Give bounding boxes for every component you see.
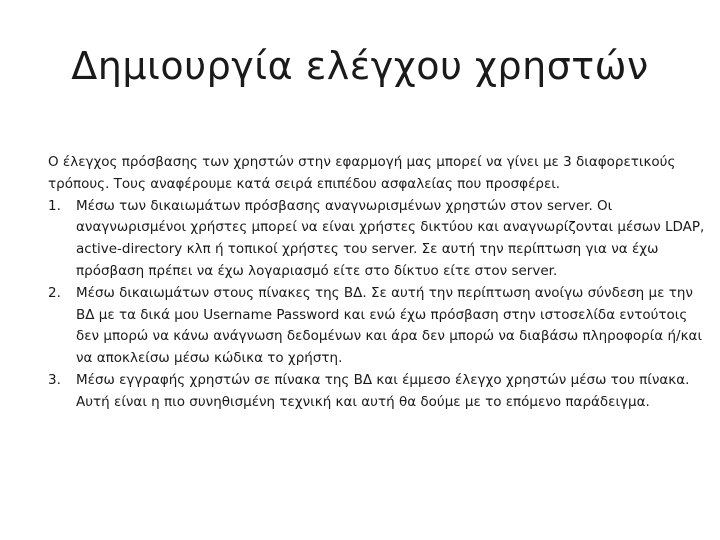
list-item: [48, 283, 708, 370]
slide-body: [48, 152, 708, 414]
list-item: [48, 370, 708, 414]
list-item-number: 1.: [48, 197, 61, 214]
numbered-list: [48, 196, 708, 414]
list-item-text: Μέσω εγγραφής χρηστών σε πίνακα της ΒΔ και έμμεσο έλεγχο χρηστών μέσω του πίνακα. Αυτή είναι η πιο συνηθισμένη τεχνική και αυτή θα δούμε με το επόμενο παράδειγμα.: [76, 371, 690, 410]
list-item-text: Μέσω δικαιωμάτων στους πίνακες της ΒΔ. Σε αυτή την περίπτωση ανοίγω σύνδεση με την ΒΔ με τα δικά μου Username Password και ενώ έχω πρόσβαση στην ιστοσελίδα εντούτοις δεν μπορώ να κάνω ανάγνωση δεδομένων και άρα δεν μπορώ να διαβάσω πληροφορία ή/και να αποκλείσω μέσω κώδικα το χρήστη.: [76, 284, 703, 367]
intro-paragraph: Ο έλεγχος πρόσβασης των χρηστών στην εφαρμογή μας μπορεί να γίνει με 3 διαφορετικούς τρόπους. Τους αναφέρουμε κατά σειρά επιπέδου ασφαλείας που προσφέρει.: [48, 154, 676, 192]
list-item: [48, 196, 708, 283]
list-item-number: 3.: [48, 371, 61, 388]
list-item-number: 2.: [48, 284, 61, 301]
list-item-text: Μέσω των δικαιωμάτων πρόσβασης αναγνωρισμένων χρηστών στον server. Οι αναγνωρισμένοι χρήστες μπορεί να είναι χρήστες δικτύου και αναγνωρίζονται μέσων LDAP, active-directory κλπ ή τοπικοί χρήστες του server. Σε αυτή την περίπτωση για να έχω πρόσβαση πρέπει να έχω λογαριασμό είτε στο δίκτυο είτε στον server.: [76, 197, 705, 279]
slide-title: Δημιουργία ελέγχου χρηστών: [71, 44, 649, 88]
